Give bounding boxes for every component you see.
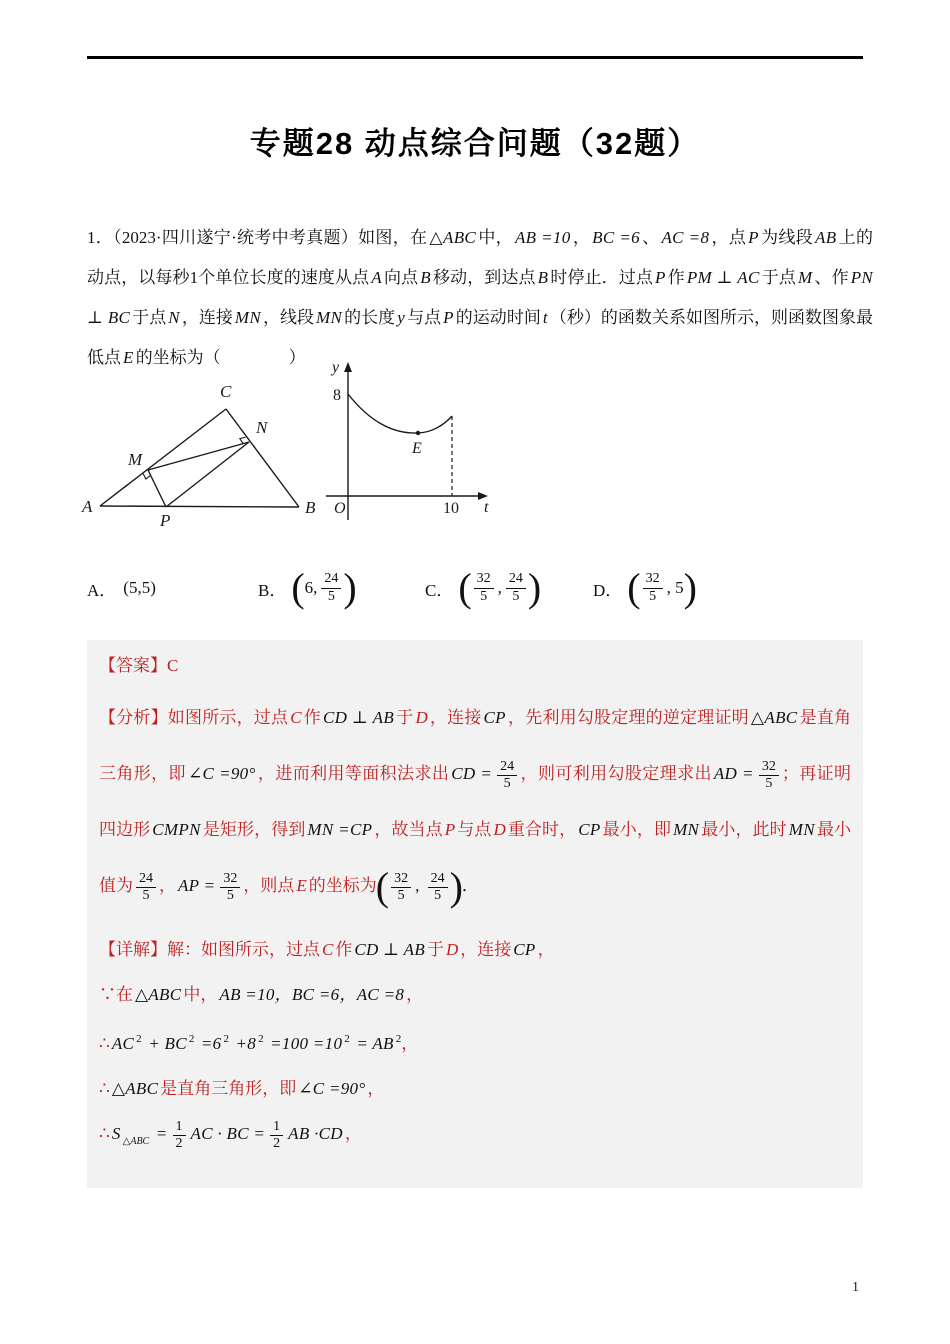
option-d-value: ( $\frac{32}{5}$ , 5 ) <box>627 565 697 610</box>
vertex-label-p: P <box>160 511 171 530</box>
triangle-side-ab <box>100 506 299 507</box>
page-title: 专题28 动点综合问题（32题） <box>249 126 701 161</box>
detail-section <box>99 934 851 1157</box>
option-c-label: C． <box>425 580 454 600</box>
detail-line-2: ∵在 △ABC 中， AB =10，BC =6，AC =8 ， <box>99 985 424 1004</box>
option-d-label: D． <box>593 580 623 600</box>
segment-pn <box>166 442 249 507</box>
option-b <box>258 552 356 624</box>
vertex-label-a: A <box>82 497 93 516</box>
analysis-paragraph: 【分析】如图所示，过点 C 作 CD ⊥ AB 于 D ，连接 CP ，先利用勾股定理的逆定理证明 △ABC 是直角三角形，即 ∠C =90° ，进而利用等面积法求出 CD = $\frac{24}{5}$ ，则可利用勾股定理求出 AD = $\frac{32}{5}$ ；再证明四边形 CMPN 是矩形，得到 MN =CP ，故当点 P 与点 D 重合时， CP 最小，即 MN 最小，此时 MN 最小值为 $\frac{24}{5}$ ， AP = $\frac{32}{5}$ ，则点 E 的坐标为( $\frac{32}{5}$ , $\frac{24}{5}$ )． <box>99 708 852 910</box>
detail-line-3: ∴ AC $^2$ + BC $^2$ =6 $^2$ +8 $^2$ =100 =10 $^2$ = AB $^2$， <box>99 1033 419 1053</box>
solution-block <box>87 640 863 1188</box>
option-a-label: A． <box>87 580 117 600</box>
vertex-label-b: B <box>305 498 316 517</box>
y-axis-arrow <box>344 362 352 372</box>
y-axis-label: y <box>332 359 340 376</box>
answer-line: 【答案】C <box>99 656 179 675</box>
function-curve <box>348 394 452 433</box>
option-c <box>425 552 540 624</box>
function-graph-figure <box>318 354 496 526</box>
vertex-label-n: N <box>256 418 268 437</box>
option-a <box>87 552 157 624</box>
detail-line-4: ∴ △ABC 是直角三角形，即 ∠C =90° ， <box>99 1079 385 1098</box>
options-row <box>87 552 873 624</box>
triangle-side-ac <box>100 409 226 506</box>
header-rule <box>87 56 863 59</box>
detail-line-5: ∴ S $_{\triangle ABC}$ = $\frac{1}{2}$ AC · BC = $\frac{1}{2}$ AB ·CD ， <box>99 1118 362 1151</box>
x-axis-label: t <box>484 499 489 516</box>
segment-mn <box>148 442 249 470</box>
option-d <box>593 552 696 624</box>
detail-line-1: 【详解】解：如图所示，过点 C 作 CD ⊥ AB 于 D ，连接 CP ， <box>99 940 555 959</box>
triangle-figure <box>72 380 324 534</box>
point-e-label: E <box>412 440 422 457</box>
point-e-dot <box>416 431 420 435</box>
option-a-value: (5,5) <box>123 578 156 597</box>
option-b-value: ( 6, $\frac{24}{5}$ ) <box>291 565 357 610</box>
vertex-label-m: M <box>128 450 143 469</box>
option-b-label: B． <box>258 580 287 600</box>
option-c-value: ( $\frac{32}{5}$ , $\frac{24}{5}$ ) <box>458 565 542 610</box>
problem-statement: 1．（2023·四川遂宁·统考中考真题）如图，在 △ABC 中， AB =10 ， BC =6 、 AC =8 ，点 P 为线段 AB 上的动点，以每秒1个单位长度的速度从点 A 向点 B 移动，到达点 B 时停止．过点 P 作 PM ⊥ AC 于点 M 、作 PN ⊥ BC 于点 N ，连接 MN ，线段 MN 的长度 y 与点 P 的运动时间 t （秒）的函数关系如图所示，则函数图象最低点 E 的坐标为（ ） <box>87 228 874 367</box>
y-tick-8: 8 <box>333 387 341 404</box>
vertex-label-c: C <box>220 382 232 401</box>
x-tick-10: 10 <box>443 500 459 517</box>
origin-label: O <box>334 500 346 517</box>
page-number: 1 <box>852 1280 859 1295</box>
